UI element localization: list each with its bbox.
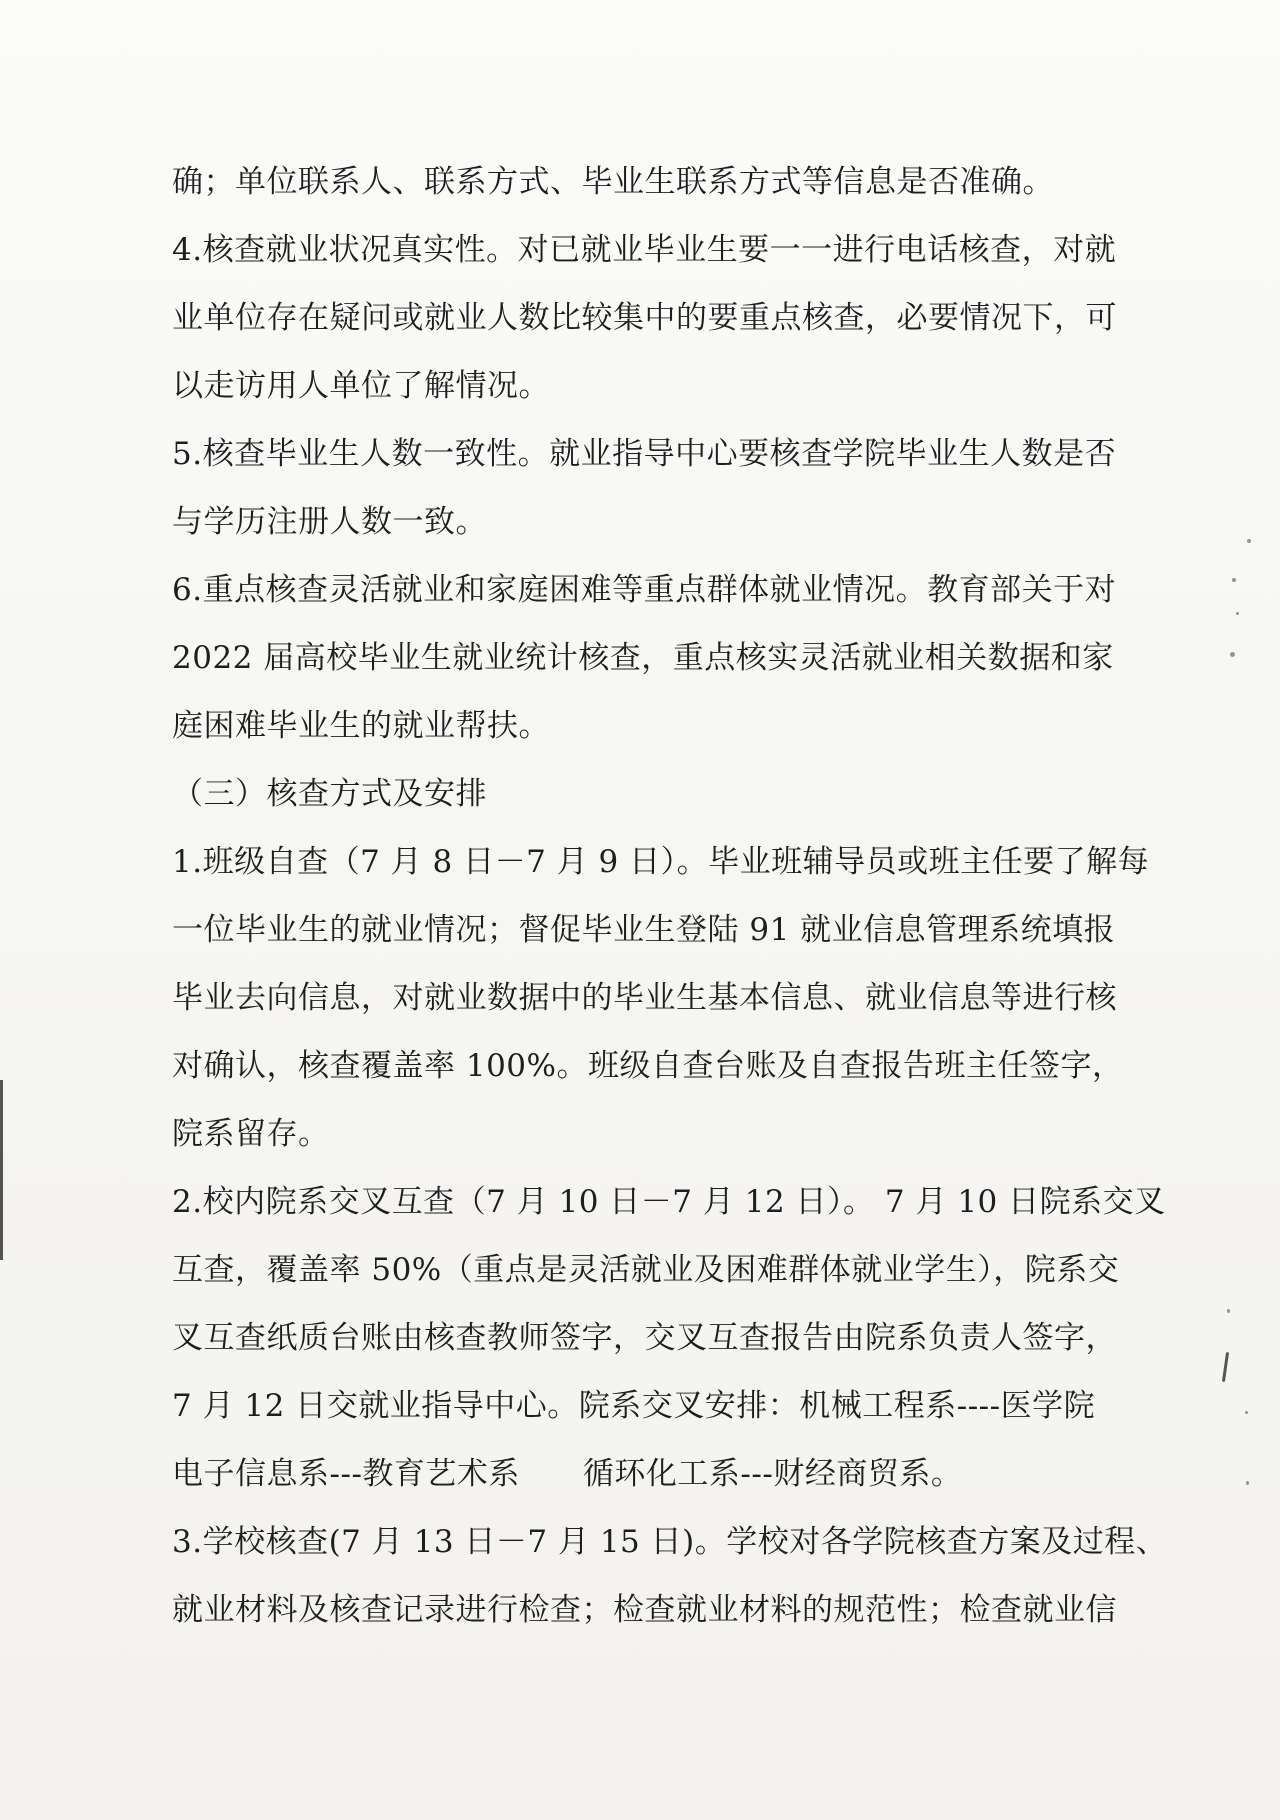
scan-speck [1232,578,1236,582]
text-line: 就业材料及核查记录进行检查；检查就业材料的规范性；检查就业信 [172,1592,1117,1628]
text-line: 电子信息系---教育艺术系 循环化工系---财经商贸系。 [172,1456,963,1492]
scan-speck [1247,539,1251,543]
text-line: 庭困难毕业生的就业帮扶。 [172,708,550,744]
text-line: 业单位存在疑问或就业人数比较集中的要重点核查，必要情况下，可 [172,300,1117,336]
text-line: 与学历注册人数一致。 [172,504,487,540]
text-line: 5.核查毕业生人数一致性。就业指导中心要核查学院毕业生人数是否 [172,436,1117,472]
text-line: 以走访用人单位了解情况。 [172,368,550,404]
text-line: 对确认，核查覆盖率 100%。班级自查台账及自查报告班主任签字， [172,1048,1124,1084]
text-line: 1.班级自查（7 月 8 日－7 月 9 日）。毕业班辅导员或班主任要了解每 [172,844,1150,880]
scan-edge-shadow [0,1080,3,1260]
scan-speck [1246,1481,1249,1485]
scan-speck [1227,1309,1230,1313]
text-line: 互查，覆盖率 50%（重点是灵活就业及困难群体就业学生），院系交 [172,1252,1120,1288]
scan-stroke [1222,1352,1229,1382]
text-line: 3.学校核查(7 月 13 日－7 月 15 日)。学校对各学院核查方案及过程、 [172,1524,1168,1560]
document-body [172,148,1168,1644]
text-line: 2.校内院系交叉互查（7 月 10 日－7 月 12 日）。 7 月 10 日院系交叉 [172,1184,1166,1220]
text-line: 一位毕业生的就业情况；督促毕业生登陆 91 就业信息管理系统填报 [172,912,1116,948]
text-line: 院系留存。 [172,1116,330,1152]
text-line: 叉互查纸质台账由核查教师签字，交叉互查报告由院系负责人签字， [172,1320,1117,1356]
text-line: 2022 届高校毕业生就业统计核查，重点核实灵活就业相关数据和家 [172,640,1114,676]
scan-speck [1245,1411,1248,1414]
text-line: 6.重点核查灵活就业和家庭困难等重点群体就业情况。教育部关于对 [172,572,1117,608]
text-line: 毕业去向信息，对就业数据中的毕业生基本信息、就业信息等进行核 [172,980,1117,1016]
text-line: 确；单位联系人、联系方式、毕业生联系方式等信息是否准确。 [172,164,1054,200]
scan-speck [1236,612,1239,615]
section-heading: （三）核查方式及安排 [172,776,487,812]
text-line: 4.核查就业状况真实性。对已就业毕业生要一一进行电话核查，对就 [172,232,1117,268]
scan-speck [1230,652,1235,657]
text-line: 7 月 12 日交就业指导中心。院系交叉安排：机械工程系----医学院 [172,1388,1096,1424]
